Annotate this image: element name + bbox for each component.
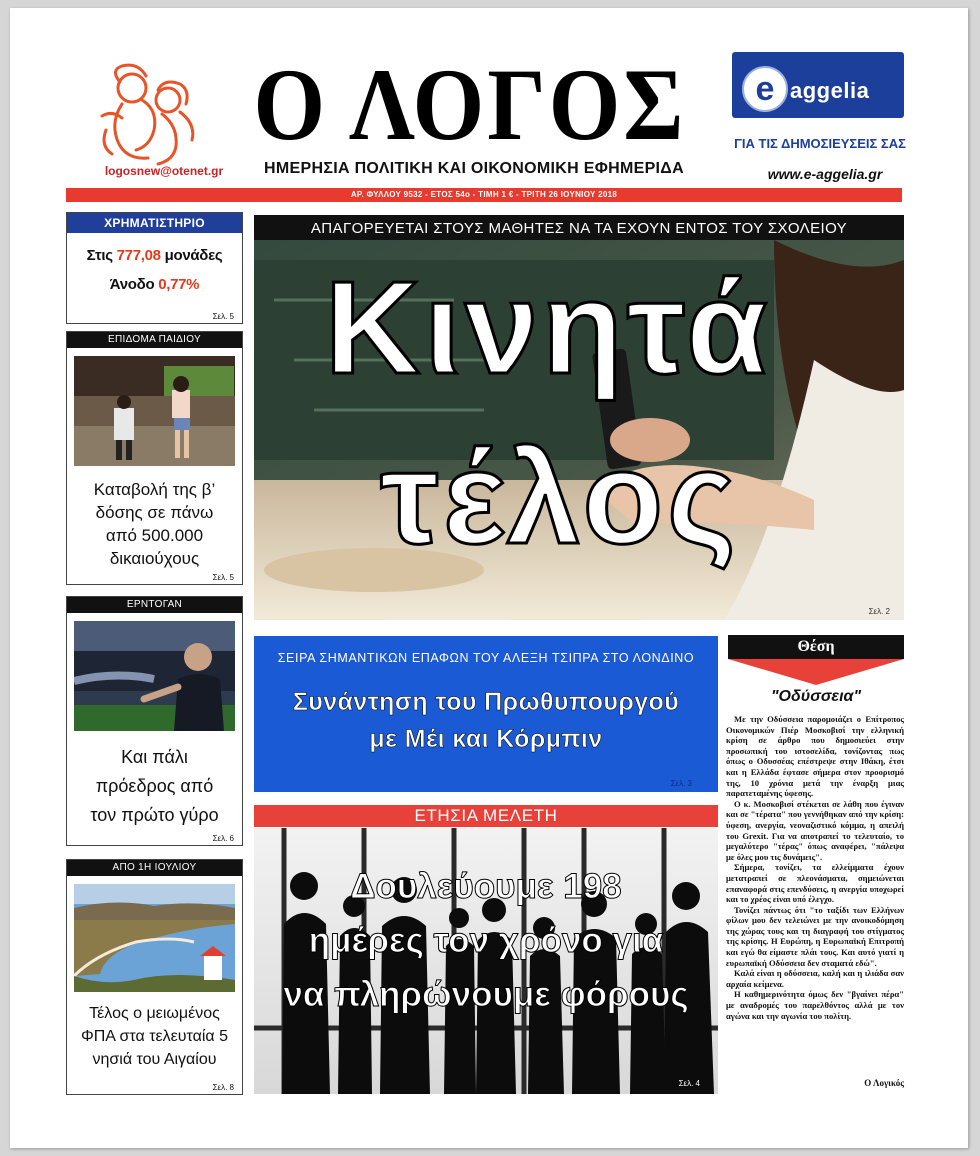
- tsipras-headline-line1: Συνάντηση του Πρωθυπουργού: [292, 688, 680, 716]
- erdogan-page-ref: Σελ. 6: [212, 834, 234, 843]
- stock-page-ref: Σελ. 5: [212, 312, 234, 321]
- ad-logo-letter: e: [755, 70, 775, 108]
- stock-points-suffix: μονάδες: [160, 247, 223, 264]
- child-benefit-header: ΕΠΙΔΟΜΑ ΠΑΙΔΙΟΥ: [67, 332, 242, 348]
- stock-change-line: [67, 276, 242, 293]
- opinion-arrow-icon: [728, 659, 904, 685]
- stock-change-prefix: Άνοδο: [109, 276, 159, 293]
- study-kicker: ΕΤΗΣΙΑ ΜΕΛΕΤΗ: [254, 805, 718, 827]
- child-benefit-page-ref: Σελ. 5: [212, 573, 234, 582]
- ad-brand: aggelia: [790, 78, 870, 103]
- opinion-paragraph: Η καθημερινότητα όμως δεν "βγαίνει πέρα" με αναδρομές του παρελθόντος αλλά με τον αγώνα και την αγωνία του πολίτη.: [726, 989, 904, 1021]
- child-benefit-text: Καταβολή της β’ δόσης σε πάνω από 500.000 δικαιούχους: [93, 480, 216, 568]
- stock-market-header: ΧΡΗΜΑΤΙΣΤΗΡΙΟ: [67, 213, 242, 233]
- newspaper-title: Ο ΛΟΓΟΣ: [253, 47, 687, 162]
- opinion-signature: Ο Λογικός: [864, 1078, 904, 1088]
- vat-box[interactable]: [66, 859, 243, 1095]
- erdogan-box[interactable]: [66, 596, 243, 846]
- stock-points-line: [67, 247, 242, 264]
- erdogan-photo: [74, 621, 235, 731]
- study-headline-line3: να πληρώνουμε φόρους: [283, 975, 689, 1014]
- newspaper-front-page: [10, 8, 968, 1148]
- newspaper-subtitle: ΗΜΕΡΗΣΙΑ ΠΟΛΙΤΙΚΗ ΚΑΙ ΟΙΚΟΝΟΜΙΚΗ ΕΦΗΜΕΡΙΔΑ: [264, 160, 684, 177]
- issue-info-bar: ΑΡ. ΦΥΛΛΟΥ 9532 - ΕΤΟΣ 54ο - ΤΙΜΗ 1 € - ΤΡΙΤΗ 26 ΙΟΥΝΙΟΥ 2018: [66, 188, 902, 202]
- lead-page-ref: Σελ. 2: [868, 607, 890, 616]
- stock-change-value: 0,77%: [158, 276, 200, 293]
- tsipras-headline[interactable]: [254, 684, 718, 758]
- opinion-title: "Οδύσσεια": [770, 688, 862, 705]
- tsipras-page-ref: Σελ. 3: [670, 779, 692, 788]
- erdogan-header: ΕΡΝΤΟΓΑΝ: [67, 597, 242, 613]
- vat-page-ref: Σελ. 8: [212, 1083, 234, 1092]
- tsipras-kicker: ΣΕΙΡΑ ΣΗΜΑΝΤΙΚΩΝ ΕΠΑΦΩΝ ΤΟΥ ΑΛΕΞΗ ΤΣΙΠΡΑ ΣΤΟ ΛΟΝΔΙΝΟ: [277, 651, 695, 665]
- ad-tagline: ΓΙΑ ΤΙΣ ΔΗΜΟΣΙΕΥΣΕΙΣ ΣΑΣ: [734, 136, 906, 151]
- opinion-paragraph: Τονίζει πάντως ότι "το ταξίδι των Ελλήνων φίλων μου δεν τελειώνει με την ανοικοδόμηση της χώρας τους και τη διαγραφή του στίγματος της κρίσης. Η Ευρώπη, η Ευρωπαϊκή Επιτροπή και εγώ θα είμαστε πλάι τους. Και αυτό γιατί η ευρωπαϊκή Οδύσσεια δεν σταματά εδώ".: [726, 904, 904, 968]
- logo-figures-icon: [92, 60, 210, 168]
- ad-url[interactable]: www.e-aggelia.gr: [767, 166, 883, 182]
- e-logo-icon: [738, 62, 792, 116]
- opinion-paragraph: Ο κ. Μοσκοβισί στέκεται σε λάθη που έγιναν και σε "τέρατα" που γεννήθηκαν από την κρίση: ύφεση, ανεργία, νεοναζιστικό κόμμα, η απειλή του Grexit. Για να αποτραπεί το τελευταίο, το μεγαλύτερο "τέρας" όπως αναφέρει, "πάλεψα με όλες μου τις δυνάμεις".: [726, 798, 904, 862]
- erdogan-text: Και πάλι πρόεδρος από τον πρώτο γύρο: [90, 747, 219, 825]
- study-page-ref: Σελ. 4: [678, 1079, 700, 1088]
- contact-email[interactable]: logosnew@otenet.gr: [104, 164, 224, 178]
- study-headline-line1: Δουλεύουμε 198: [350, 867, 622, 906]
- vat-header: ΑΠΟ 1Η ΙΟΥΛΙΟΥ: [67, 860, 242, 876]
- opinion-paragraph: Με την Οδύσσεια παρομοιάζει ο Επίτροπος Οικονομικών Πιέρ Μοσκοβισί την ελληνική κρίση σε άρθρο που δημοσιεύει στην προσωπική του ιστοσελίδα, τονίζοντας πως όπως ο Οδυσσέας επέστρεψε στην Ιθάκη, έτσι και η Ελλάδα έφτασε σήμερα στον προορισμό της, 10 χρόνια μετά την έναρξη μιας παρατεταμένης ύφεσης.: [726, 714, 904, 799]
- stock-market-box[interactable]: [66, 212, 243, 324]
- opinion-section-header: Θέση: [728, 635, 904, 659]
- lead-kicker: ΑΠΑΓΟΡΕΥΕΤΑΙ ΣΤΟΥΣ ΜΑΘΗΤΕΣ ΝΑ ΤΑ ΕΧΟΥΝ ΕΝΤΟΣ ΤΟΥ ΣΧΟΛΕΙΟΥ: [254, 215, 904, 242]
- opinion-paragraph: Σήμερα, τονίζει, τα ελλείμματα έχουν μετατραπεί σε πλεονάσματα, σημειώνεται επαναφορά στις επενδύσεις, η ανεργία υποχωρεί και το χρέος είναι υπό έλεγχο.: [726, 862, 904, 905]
- stock-points-prefix: Στις: [86, 247, 117, 264]
- lead-headline-line1[interactable]: Κινητά: [324, 254, 772, 401]
- children-photo: [74, 356, 235, 466]
- lead-headline-line2[interactable]: τέλος: [380, 424, 740, 571]
- vat-text: Τέλος ο μειωμένος ΦΠΑ στα τελευταία 5 νησιά του Αιγαίου: [80, 1005, 229, 1068]
- tsipras-headline-line2: με Μέι και Κόρμπιν: [369, 725, 603, 753]
- child-benefit-box[interactable]: [66, 331, 243, 585]
- opinion-body: [726, 714, 904, 1021]
- island-photo: [74, 884, 235, 992]
- stock-points-value: 777,08: [116, 247, 161, 264]
- opinion-paragraph: Καλά είναι η οδύσσεια, καλή και η ιλιάδα σαν αρχαία κείμενα.: [726, 968, 904, 989]
- study-headline[interactable]: [254, 860, 718, 1022]
- study-headline-line2: ημέρες τον χρόνο για: [308, 921, 664, 960]
